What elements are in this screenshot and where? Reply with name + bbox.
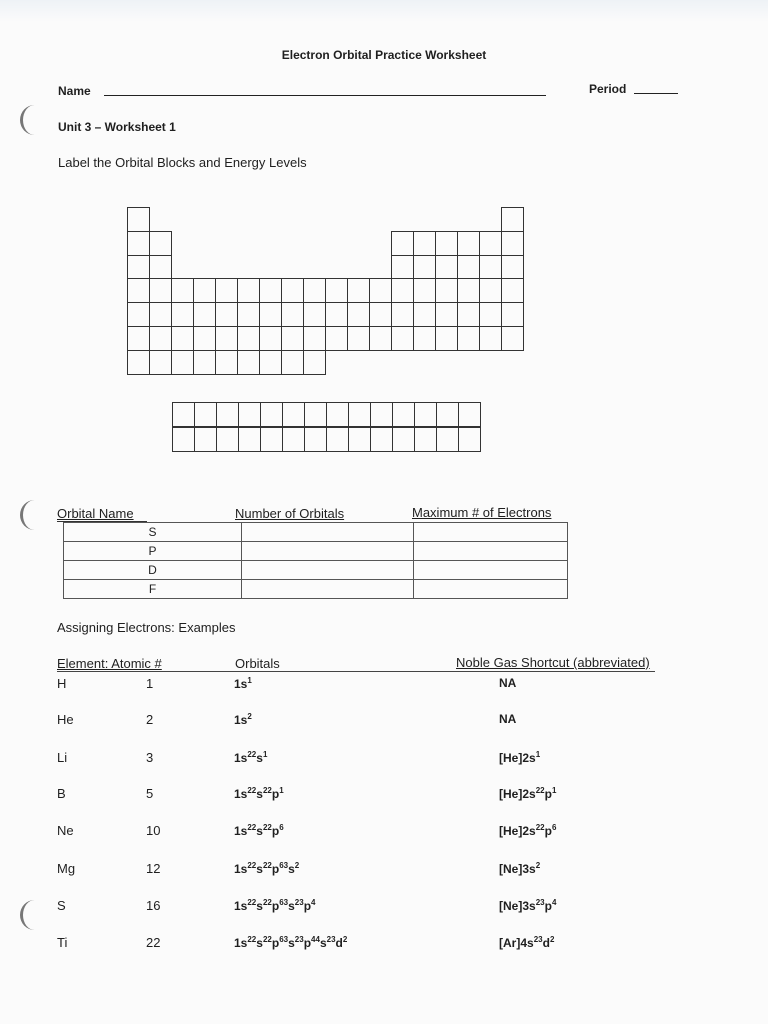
periodic-table-cell[interactable]	[479, 326, 502, 351]
orbital-cell: S	[64, 523, 242, 542]
periodic-table-cell[interactable]	[149, 326, 172, 351]
periodic-table-cell[interactable]	[413, 278, 436, 303]
periodic-table-cell[interactable]	[391, 255, 414, 280]
orbital-configuration: $1s^{22}s^{22}p^1$	[234, 786, 284, 801]
atomic-number: 2	[146, 712, 154, 727]
number-of-orbitals-cell[interactable]	[242, 561, 414, 580]
periodic-table-cell[interactable]	[391, 231, 414, 256]
max-electrons-cell[interactable]	[414, 523, 568, 542]
noble-gas-shortcut: $[Ar]4s^{23}d^2$	[499, 935, 555, 950]
scan-edge	[0, 0, 768, 22]
orbital-cell: D	[64, 561, 242, 580]
max-electrons-cell[interactable]	[414, 542, 568, 561]
number-of-orbitals-cell[interactable]	[242, 542, 414, 561]
periodic-table-cell[interactable]	[479, 278, 502, 303]
periodic-table-cell[interactable]	[435, 302, 458, 327]
f-block-cell[interactable]	[216, 402, 239, 427]
atomic-number: 5	[146, 786, 154, 801]
f-block-cell[interactable]	[348, 402, 371, 427]
f-block-cell[interactable]	[458, 427, 481, 452]
f-block-cell[interactable]	[436, 427, 459, 452]
periodic-table-cell[interactable]	[193, 278, 216, 303]
periodic-table-cell[interactable]	[281, 302, 304, 327]
element-symbol: Mg	[57, 861, 76, 876]
periodic-table-cell[interactable]	[171, 350, 194, 375]
orbital-configuration: $1s^1$	[234, 676, 252, 691]
element-symbol: Li	[57, 750, 68, 765]
periodic-table-cell[interactable]	[127, 302, 150, 327]
periodic-table-cell[interactable]	[369, 302, 392, 327]
period-label: Period	[589, 82, 627, 96]
periodic-table-cell[interactable]	[193, 326, 216, 351]
examples-header-rule	[57, 671, 655, 672]
periodic-table-cell[interactable]	[435, 278, 458, 303]
atomic-number: 12	[146, 861, 161, 876]
periodic-table-cell[interactable]	[259, 326, 282, 351]
examples-heading: Assigning Electrons: Examples	[57, 620, 236, 635]
orbital-configuration: $1s^{22}s^{22}p^{63}s^{23}p^4$	[234, 898, 316, 913]
periodic-table-cell[interactable]	[149, 255, 172, 280]
periodic-table-cell[interactable]	[149, 278, 172, 303]
periodic-table-cell[interactable]	[347, 278, 370, 303]
periodic-table-cell[interactable]	[457, 255, 480, 280]
f-block-cell[interactable]	[392, 427, 415, 452]
periodic-table-cell[interactable]	[259, 302, 282, 327]
f-block-cell[interactable]	[304, 402, 327, 427]
atomic-number: 3	[146, 750, 154, 765]
table-row	[64, 561, 568, 580]
periodic-table-cell[interactable]	[303, 350, 326, 375]
atomic-number: 22	[146, 935, 161, 950]
periodic-table-cell[interactable]	[127, 255, 150, 280]
periodic-table-cell[interactable]	[281, 350, 304, 375]
periodic-table-cell[interactable]	[259, 278, 282, 303]
periodic-table-cell[interactable]	[171, 278, 194, 303]
periodic-table-cell[interactable]	[413, 231, 436, 256]
periodic-table-cell[interactable]	[391, 278, 414, 303]
periodic-table-cell[interactable]	[501, 231, 524, 256]
periodic-table-cell[interactable]	[171, 302, 194, 327]
orbital-configuration: $1s^{22}s^1$	[234, 750, 268, 765]
noble-gas-shortcut: NA	[499, 712, 517, 726]
periodic-table-cell[interactable]	[457, 302, 480, 327]
table-row	[64, 580, 568, 599]
table-row	[64, 523, 568, 542]
noble-gas-shortcut: $[He]2s^{22}p^1$	[499, 786, 557, 801]
periodic-table-cell[interactable]	[479, 302, 502, 327]
periodic-table-cell[interactable]	[127, 207, 150, 232]
periodic-table-cell[interactable]	[435, 231, 458, 256]
periodic-table-cell[interactable]	[215, 278, 238, 303]
noble-gas-shortcut: $[He]2s^1$	[499, 750, 541, 765]
periodic-table-cell[interactable]	[149, 231, 172, 256]
periodic-table-cell[interactable]	[413, 255, 436, 280]
max-electrons-cell[interactable]	[414, 580, 568, 599]
element-symbol: H	[57, 676, 67, 691]
f-block-cell[interactable]	[436, 402, 459, 427]
periodic-table-cell[interactable]	[413, 302, 436, 327]
atomic-number: 1	[146, 676, 154, 691]
number-of-orbitals-header: Number of Orbitals	[235, 506, 345, 521]
periodic-table-cell[interactable]	[303, 278, 326, 303]
periodic-table-cell[interactable]	[127, 350, 150, 375]
periodic-table-cell[interactable]	[457, 278, 480, 303]
f-block-cell[interactable]	[414, 402, 437, 427]
periodic-table-cell[interactable]	[501, 207, 524, 232]
f-block-cell[interactable]	[238, 402, 261, 427]
periodic-table-cell[interactable]	[281, 326, 304, 351]
periodic-table-cell[interactable]	[347, 326, 370, 351]
page-title: Electron Orbital Practice Worksheet	[281, 48, 487, 62]
f-block-cell[interactable]	[348, 427, 371, 452]
periodic-table-cell[interactable]	[237, 278, 260, 303]
element-symbol: Ne	[57, 823, 74, 838]
periodic-table-cell[interactable]	[303, 326, 326, 351]
periodic-table-cell[interactable]	[171, 326, 194, 351]
f-block-cell[interactable]	[458, 402, 481, 427]
periodic-table-cell[interactable]	[391, 302, 414, 327]
periodic-table-cell[interactable]	[501, 302, 524, 327]
orbital-configuration: $1s^{22}s^{22}p^{63}s^{23}p^{44}s^{23}d^2$	[234, 935, 348, 950]
periodic-table-cell[interactable]	[413, 326, 436, 351]
periodic-table-cell[interactable]	[303, 302, 326, 327]
periodic-table-cell[interactable]	[457, 326, 480, 351]
f-block-cell[interactable]	[370, 402, 393, 427]
f-block-cell[interactable]	[326, 402, 349, 427]
periodic-table-cell[interactable]	[501, 278, 524, 303]
orbital-cell: F	[64, 580, 242, 599]
element-header: Element: Atomic #	[57, 656, 162, 671]
periodic-table-cell[interactable]	[325, 326, 348, 351]
orbital-configuration: $1s^{22}s^{22}p^6$	[234, 823, 284, 838]
periodic-table-cell[interactable]	[193, 302, 216, 327]
periodic-table-cell[interactable]	[369, 326, 392, 351]
periodic-table-cell[interactable]	[237, 302, 260, 327]
orbital-name-header: Orbital Name	[57, 506, 134, 521]
orbital-configuration: $1s^2$	[234, 712, 252, 727]
periodic-table-cell[interactable]	[391, 326, 414, 351]
periodic-table-cell[interactable]	[479, 231, 502, 256]
periodic-table-cell[interactable]	[215, 326, 238, 351]
punch-hole-mark	[20, 105, 49, 135]
element-symbol: S	[57, 898, 66, 913]
noble-gas-shortcut: $[He]2s^{22}p^6$	[499, 823, 557, 838]
periodic-table-cell[interactable]	[127, 278, 150, 303]
table-row	[64, 542, 568, 561]
periodic-table-cell[interactable]	[435, 326, 458, 351]
periodic-table-cell[interactable]	[435, 255, 458, 280]
noble-gas-shortcut: $[Ne]3s^{23}p^4$	[499, 898, 557, 913]
f-block-cell[interactable]	[282, 427, 305, 452]
name-label: Name	[58, 84, 91, 98]
f-block-cell[interactable]	[194, 402, 217, 427]
periodic-table-cell[interactable]	[457, 231, 480, 256]
unit-label: Unit 3 – Worksheet 1	[58, 120, 176, 134]
f-block-cell[interactable]	[392, 402, 415, 427]
f-block-cell[interactable]	[326, 427, 349, 452]
f-block-cell[interactable]	[194, 427, 217, 452]
noble-gas-shortcut: $[Ne]3s^2$	[499, 861, 541, 876]
f-block-cell[interactable]	[414, 427, 437, 452]
periodic-table-cell[interactable]	[369, 278, 392, 303]
f-block-cell[interactable]	[282, 402, 305, 427]
max-electrons-cell[interactable]	[414, 561, 568, 580]
noble-gas-shortcut: NA	[499, 676, 517, 690]
f-block-cell[interactable]	[304, 427, 327, 452]
periodic-table-cell[interactable]	[259, 350, 282, 375]
period-blank-line[interactable]	[634, 93, 678, 94]
punch-hole-mark	[20, 900, 49, 930]
periodic-table-cell[interactable]	[237, 326, 260, 351]
number-of-orbitals-cell[interactable]	[242, 523, 414, 542]
name-blank-line[interactable]	[104, 95, 546, 96]
periodic-table-cell[interactable]	[501, 255, 524, 280]
element-symbol: Ti	[57, 935, 68, 950]
instruction-text: Label the Orbital Blocks and Energy Levels	[58, 155, 307, 170]
f-block-cell[interactable]	[216, 427, 239, 452]
periodic-table-cell[interactable]	[479, 255, 502, 280]
orbitals-header: Orbitals	[235, 656, 280, 671]
noble-gas-header: Noble Gas Shortcut (abbreviated)	[456, 655, 650, 670]
atomic-number: 10	[146, 823, 161, 838]
periodic-table-cell[interactable]	[149, 350, 172, 375]
periodic-table-cell[interactable]	[281, 278, 304, 303]
periodic-table-cell[interactable]	[325, 302, 348, 327]
periodic-table-cell[interactable]	[325, 278, 348, 303]
f-block-cell[interactable]	[260, 427, 283, 452]
periodic-table-cell[interactable]	[215, 350, 238, 375]
periodic-table-cell[interactable]	[237, 350, 260, 375]
number-of-orbitals-cell[interactable]	[242, 580, 414, 599]
atomic-number: 16	[146, 898, 161, 913]
periodic-table-cell[interactable]	[347, 302, 370, 327]
punch-hole-mark	[20, 500, 49, 530]
f-block-cell[interactable]	[238, 427, 261, 452]
periodic-table-cell[interactable]	[193, 350, 216, 375]
f-block-cell[interactable]	[172, 402, 195, 427]
periodic-table-cell[interactable]	[149, 302, 172, 327]
element-symbol: He	[57, 712, 74, 727]
orbital-table	[63, 522, 568, 599]
periodic-table-cell[interactable]	[501, 326, 524, 351]
orbital-configuration: $1s^{22}s^{22}p^{63}s^2$	[234, 861, 300, 876]
element-symbol: B	[57, 786, 66, 801]
periodic-table-cell[interactable]	[127, 326, 150, 351]
periodic-table-cell[interactable]	[127, 231, 150, 256]
maximum-electrons-header: Maximum # of Electrons	[412, 505, 552, 520]
periodic-table-cell[interactable]	[215, 302, 238, 327]
f-block-cell[interactable]	[260, 402, 283, 427]
f-block-cell[interactable]	[370, 427, 393, 452]
f-block-cell[interactable]	[172, 427, 195, 452]
orbital-cell: P	[64, 542, 242, 561]
